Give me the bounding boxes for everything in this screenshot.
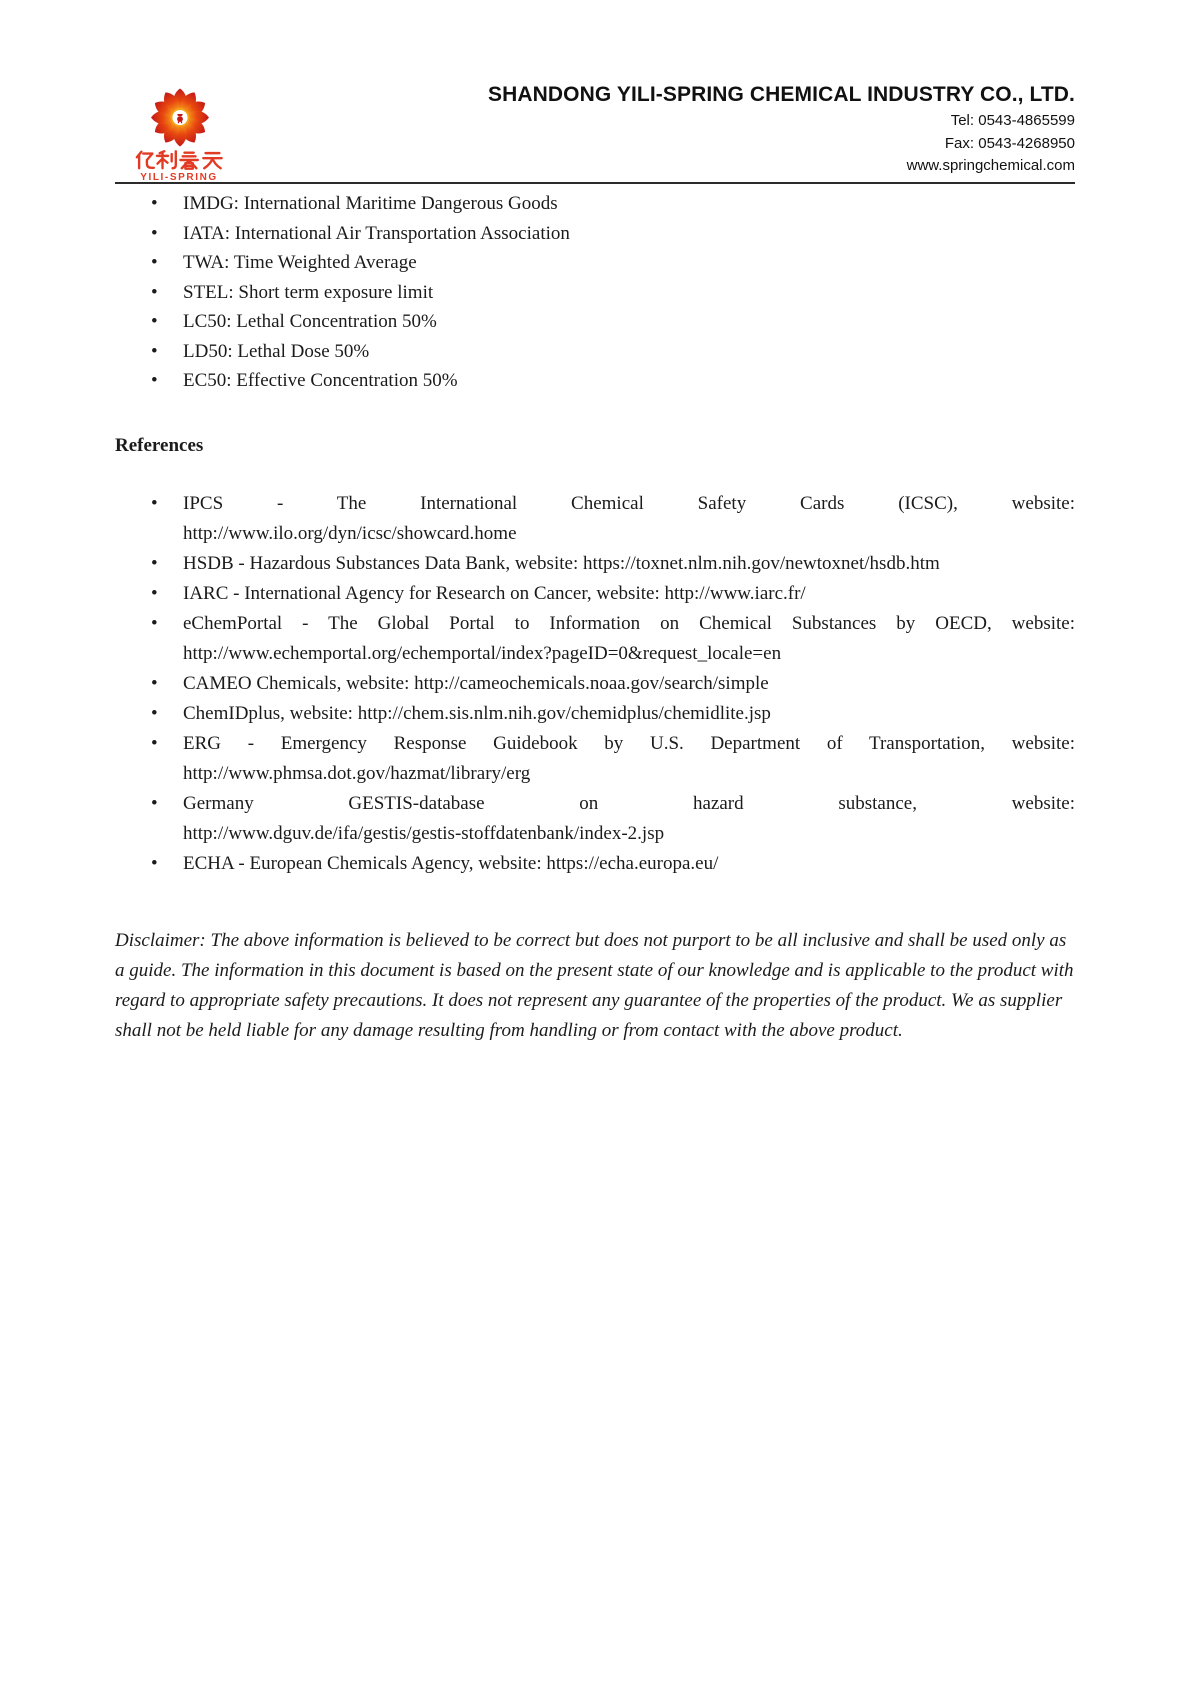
abbreviation-item: • EC50: Effective Concentration 50% [115, 366, 1075, 396]
reference-url: https://toxnet.nlm.nih.gov/newtoxnet/hsdb.htm [582, 553, 940, 574]
reference-text: IARC - International Agency for Research on Cancer, website: [183, 583, 660, 604]
reference-url: http://www.ilo.org/dyn/icsc/showcard.home [183, 523, 517, 544]
company-tel: Tel: 0543-4865599 [950, 112, 1075, 129]
reference-text: • ERG - Emergency Response Guidebook by U.S. Department of Transportation, website: [183, 733, 1075, 754]
reference-url: http://cameochemicals.noaa.gov/search/simple [414, 673, 769, 694]
reference-url: http://www.echemportal.org/echemportal/index?pageID=0&request_locale=en [183, 643, 782, 664]
reference-url: http://chem.sis.nlm.nih.gov/chemidplus/chemidlite.jsp [357, 703, 771, 724]
reference-item [115, 489, 1075, 549]
references-list [115, 489, 1075, 879]
reference-item [115, 549, 1075, 579]
company-website: www.springchemical.com [906, 157, 1075, 174]
reference-text: HSDB - Hazardous Substances Data Bank, website: [183, 553, 579, 574]
abbreviation-item: • STEL: Short term exposure limit [115, 278, 1075, 308]
abbreviation-item: • IATA: International Air Transportation Association [115, 219, 1075, 249]
reference-item [115, 849, 1075, 879]
company-name: SHANDONG YILI-SPRING CHEMICAL INDUSTRY CO., LTD. [488, 83, 1075, 106]
reference-item [115, 699, 1075, 729]
abbreviation-item: • TWA: Time Weighted Average [115, 248, 1075, 278]
company-logo-flower-icon [148, 86, 212, 149]
references-heading: References [115, 435, 204, 456]
header-company-block [488, 83, 1075, 178]
reference-item [115, 789, 1075, 849]
company-logo-chinese-text [132, 149, 226, 171]
company-logo-chinese-label [0, 0, 1, 1]
header-divider [115, 182, 1075, 184]
reference-text: ECHA - European Chemicals Agency, website: [183, 853, 542, 874]
disclaimer-paragraph: Disclaimer: The above information is believed to be correct but does not purport to be all inclusive and shall be used only as a guide. The information in this document is based on the present state of our knowledge and is applicable to the product with regard to appropriate safety precautions. It does not represent any guarantee of the properties of the product. We as supplier shall not be held liable for any damage resulting from handling or from contact with the above product. [115, 930, 1074, 1041]
company-fax: Fax: 0543-4268950 [944, 134, 1075, 152]
reference-item [115, 729, 1075, 789]
reference-url: http://www.phmsa.dot.gov/hazmat/library/erg [183, 763, 531, 784]
abbreviation-item: • LC50: Lethal Concentration 50% [115, 307, 1075, 337]
reference-item [115, 579, 1075, 609]
abbreviation-item: • IMDG: International Maritime Dangerous Goods [115, 189, 1075, 219]
reference-item [115, 609, 1075, 669]
reference-text: • Germany GESTIS-database on hazard substance, website: [183, 793, 1075, 814]
reference-url: http://www.dguv.de/ifa/gestis/gestis-stoffdatenbank/index-2.jsp [183, 823, 665, 844]
reference-item [115, 669, 1075, 699]
reference-url: https://echa.europa.eu/ [546, 853, 719, 874]
reference-text: ChemIDplus, website: [183, 703, 353, 724]
reference-text: CAMEO Chemicals, website: [183, 673, 410, 694]
reference-url: http://www.iarc.fr/ [664, 583, 806, 604]
reference-text: • eChemPortal - The Global Portal to Information on Chemical Substances by OECD, website: [183, 613, 1075, 634]
abbreviation-item: • LD50: Lethal Dose 50% [115, 337, 1075, 367]
abbreviations-list [115, 189, 1075, 396]
reference-text: • IPCS - The International Chemical Safety Cards (ICSC), website: [183, 493, 1075, 514]
company-logo-latin-text: YILI-SPRING [140, 172, 218, 183]
